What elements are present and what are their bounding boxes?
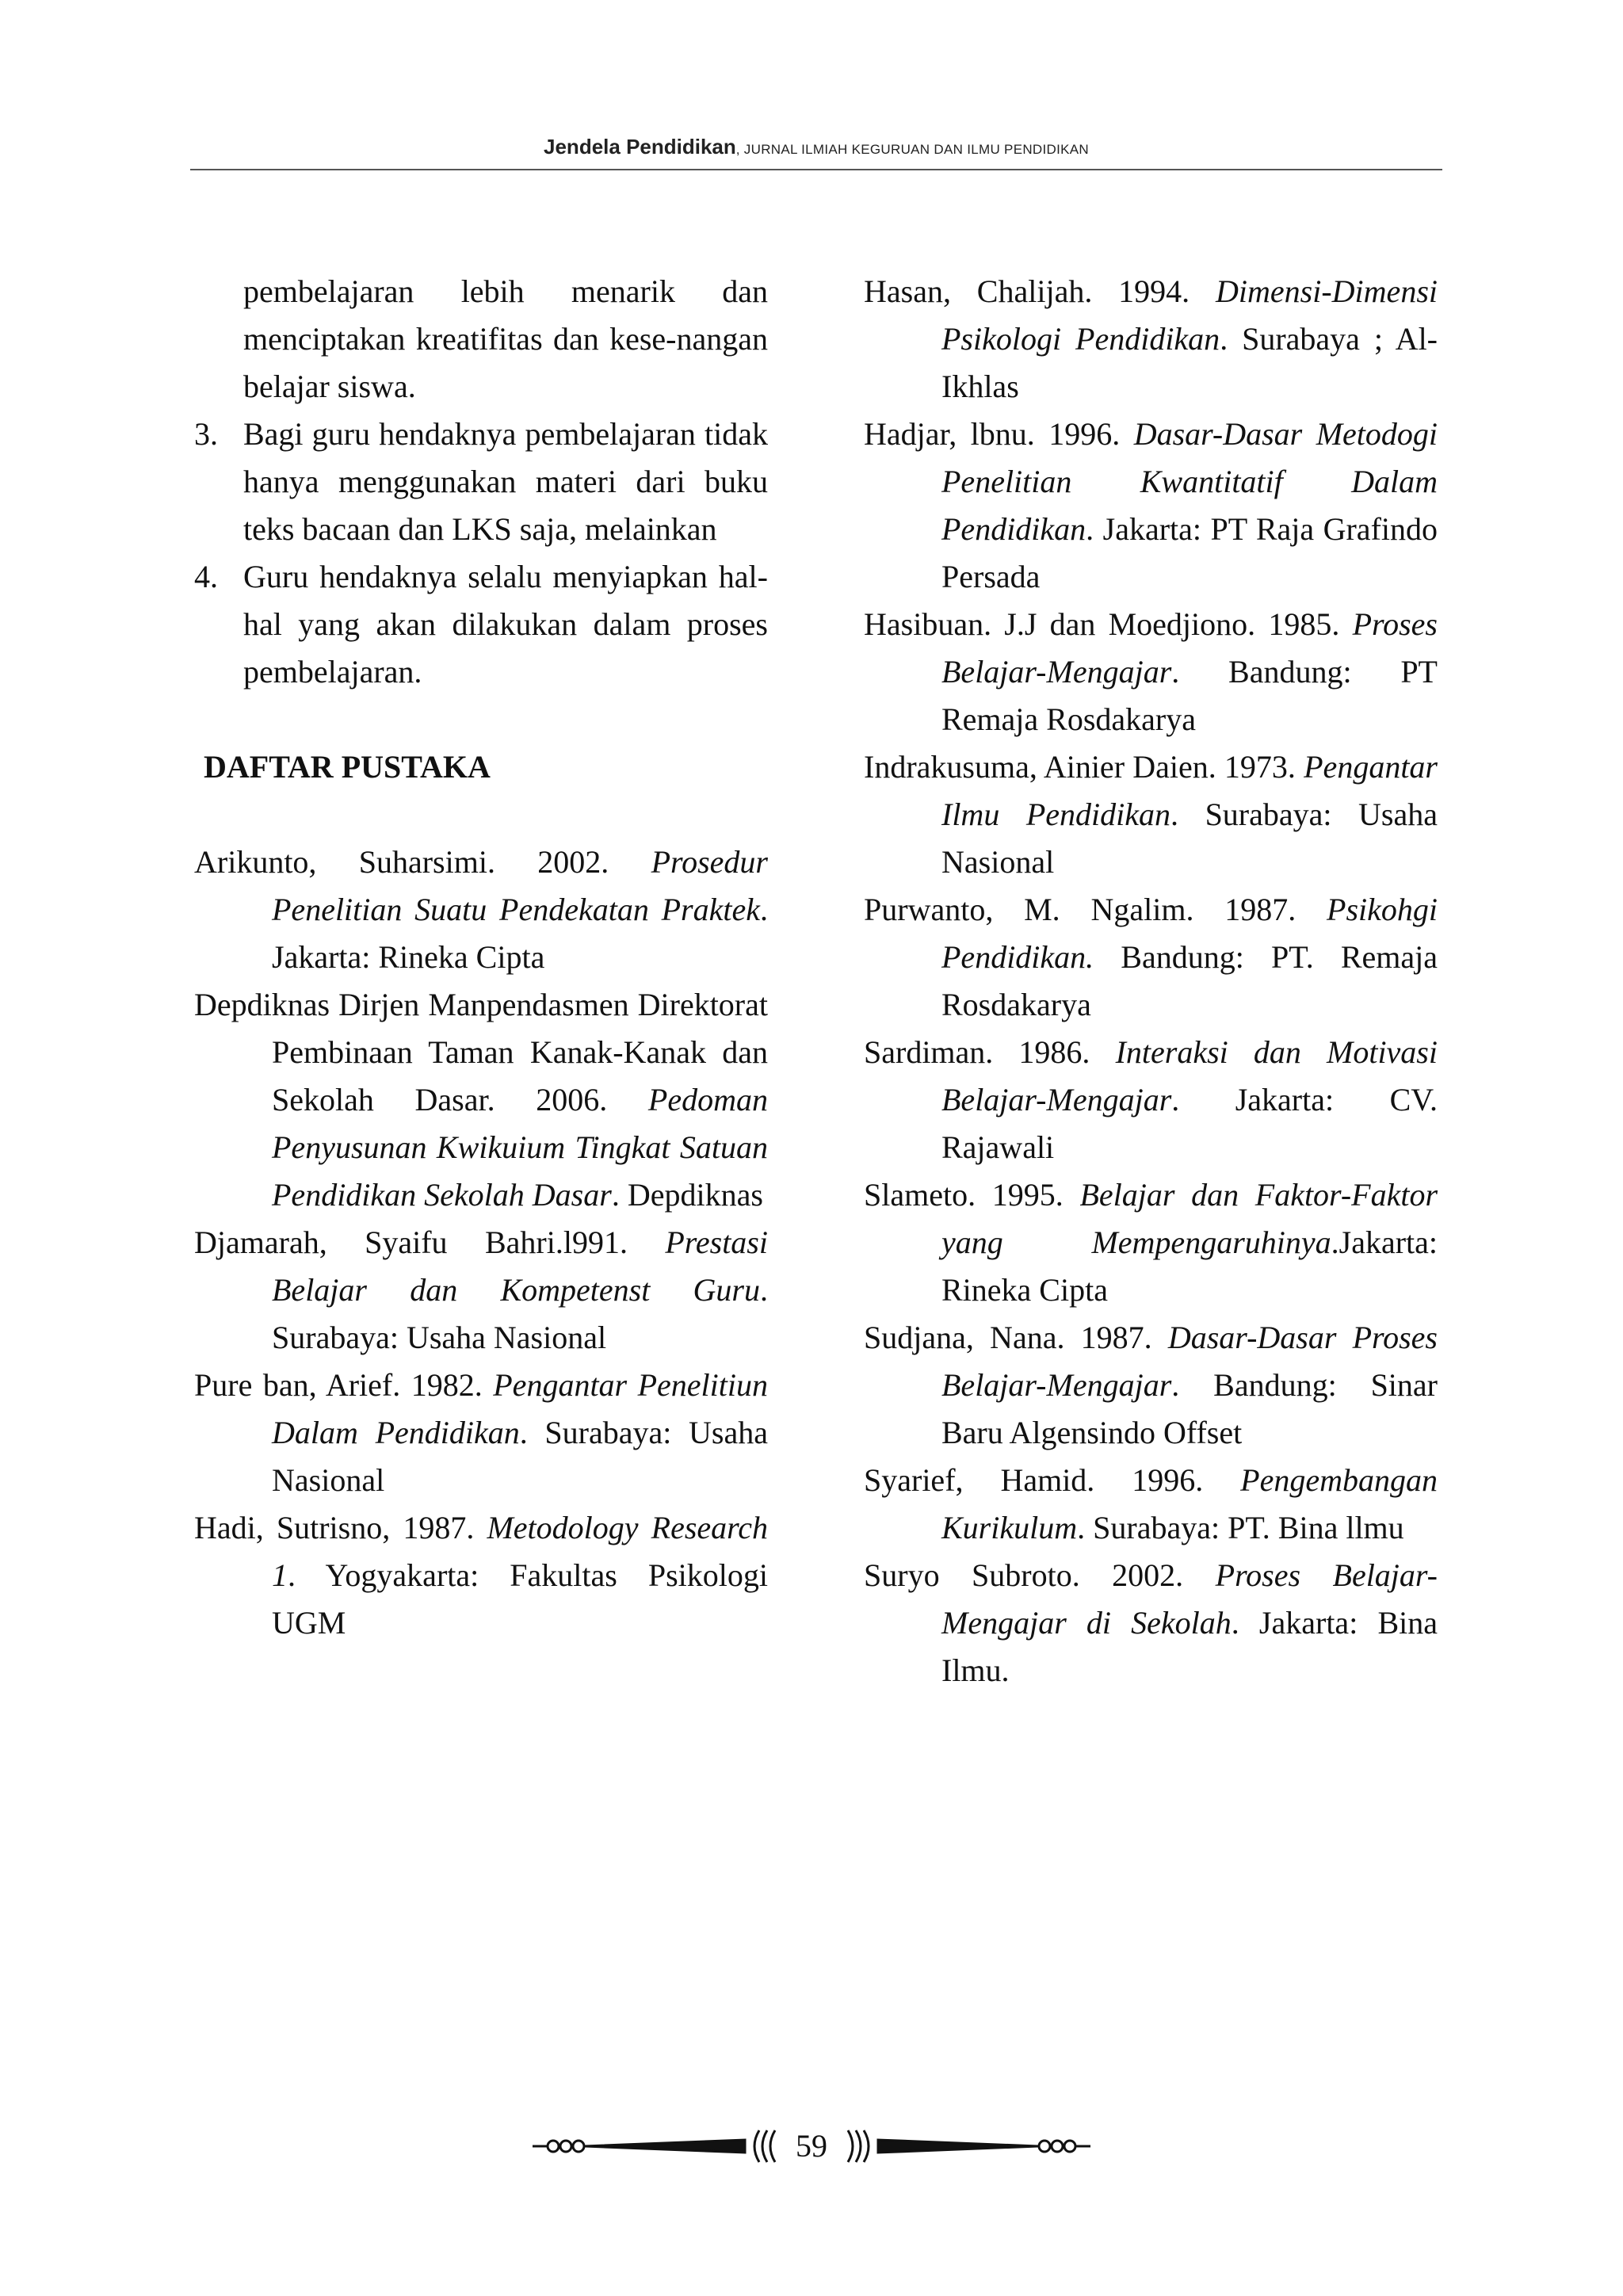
reference-entry: Indrakusuma, Ainier Daien. 1973. Pengantar Ilmu Pendidikan. Surabaya: Usaha Nasional — [864, 749, 1438, 880]
list-number: 3. — [194, 416, 218, 452]
reference-entry: Djamarah, Syaifu Bahri.l991. Prestasi Belajar dan Kompetenst Guru. Surabaya: Usaha Nasional — [194, 1224, 768, 1355]
reference-entry: Syarief, Hamid. 1996. Pengembangan Kurikulum. Surabaya: PT. Bina llmu — [864, 1462, 1438, 1545]
running-header — [190, 135, 1442, 159]
reference-entry: Hadjar, lbnu. 1996. Dasar-Dasar Metodogi Penelitian Kwantitatif Dalam Pendidikan. Jakarta: PT Raja Grafindo Persada — [864, 416, 1438, 594]
right-column — [864, 268, 1438, 1694]
reference-entry: Slameto. 1995. Belajar dan Faktor-Faktor yang Mempengaruhinya.Jakarta: Rineka Cipta — [864, 1177, 1438, 1308]
page-number: 59 — [796, 2128, 827, 2164]
list-item — [194, 411, 768, 553]
reference-entry: Sudjana, Nana. 1987. Dasar-Dasar Proses Belajar-Mengajar. Bandung: Sinar Baru Algensindo Offset — [864, 1320, 1438, 1450]
reference-entry: Depdiknas Dirjen Manpendasmen Direktorat Pembinaan Taman Kanak-Kanak dan Sekolah Dasar. 2006. Pedoman Penyusunan Kwikuium Tingkat Satuan Pendidikan Sekolah Dasar. Depdiknas — [194, 987, 768, 1213]
reference-entry: Hasibuan. J.J dan Moedjiono. 1985. Proses Belajar-Mengajar. Bandung: PT Remaja Rosdakarya — [864, 606, 1438, 737]
list-item — [194, 553, 768, 696]
reference-entry: Suryo Subroto. 2002. Proses Belajar-Mengajar di Sekolah. Jakarta: Bina Ilmu. — [864, 1557, 1438, 1688]
list-text: Guru hendaknya selalu menyiapkan hal-hal yang akan dilakukan dalam proses pembelajaran. — [243, 559, 768, 690]
continued-list-text: pembelajaran lebih menarik dan menciptakan kreatifitas dan kese-nangan belajar siswa. — [243, 273, 768, 404]
section-title: DAFTAR PUSTAKA — [204, 749, 491, 785]
journal-name: Jendela Pendidikan — [544, 135, 736, 159]
reference-entry: Hasan, Chalijah. 1994. Dimensi-Dimensi Psikologi Pendidikan. Surabaya ; Al-Ikhlas — [864, 273, 1438, 404]
list-number: 4. — [194, 559, 218, 594]
reference-entry: Pure ban, Arief. 1982. Pengantar Penelitiun Dalam Pendidikan. Surabaya: Usaha Nasional — [194, 1367, 769, 1498]
reference-entry: Sardiman. 1986. Interaksi dan Motivasi Belajar-Mengajar. Jakarta: CV. Rajawali — [864, 1034, 1438, 1165]
reference-entry: Arikunto, Suharsimi. 2002. Prosedur Penelitian Suatu Pendekatan Praktek. Jakarta: Rineka Cipta — [194, 844, 768, 975]
journal-subtitle: , JURNAL ILMIAH KEGURUAN DAN ILMU PENDIDIKAN — [735, 142, 1089, 157]
list-text: Bagi guru hendaknya pembelajaran tidak hanya menggunakan materi dari buku teks bacaan dan LKS saja, melainkan — [243, 416, 768, 547]
reference-entry: Hadi, Sutrisno, 1987. Metodology Research 1. Yogyakarta: Fakultas Psikologi UGM — [194, 1510, 768, 1641]
reference-entry: Purwanto, M. Ngalim. 1987. Psikohgi Pendidikan. Bandung: PT. Remaja Rosdakarya — [864, 892, 1438, 1022]
left-column — [194, 268, 768, 1647]
header-rule — [190, 169, 1442, 170]
